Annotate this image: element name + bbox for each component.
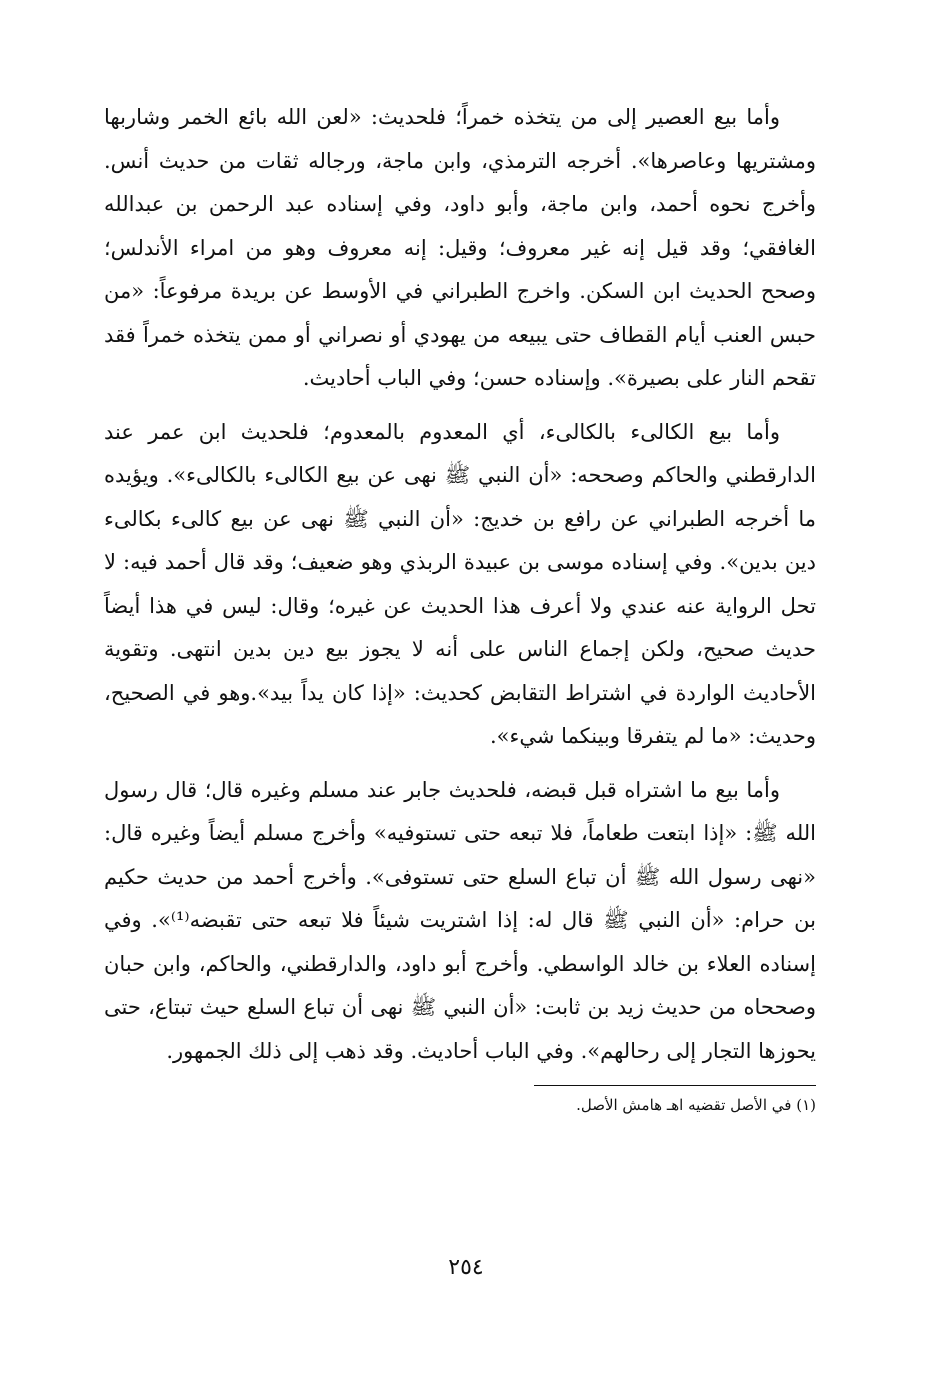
paragraph-debt-for-debt: وأما بيع الكالىء بالكالىء، أي المعدوم بالمعدوم؛ فلحديث ابن عمر عند الدارقطني والحاكم وصححه: «أن النبي ﷺ نهى عن بيع الكالىء بالكالىء». ويؤيده ما أخرجه الطبراني عن رافع بن خديج: «أن النبي ﷺ نهى عن بيع كالىء بكالىء دين بدين». وفي إسناده موسى بن عبيدة الربذي وهو ضعيف؛ وقد قال أحمد فيه: لا تحل الرواية عنه عندي ولا أعرف هذا الحديث عن غيره؛ وقال: ليس في هذا أيضاً حديث صحيح، ولكن إجماع الناس على أنه لا يجوز بيع دين بدين انتهى. وتقوية الأحاديث الواردة في اشتراط التقابض كحديث: «إذا كان يداً بيد».وهو في الصحيح، وحديث: «ما لم يتفرقا وبينكما شيء». — [104, 419, 816, 748]
paragraph-sale-before-possession: وأما بيع ما اشتراه قبل قبضه، فلحديث جابر عند مسلم وغيره قال؛ قال رسول الله ﷺ: «إذا ابتعت طعاماً، فلا تبعه حتى تستوفيه» وأخرج مسلم أيضاً وغيره قال: «نهى رسول الله ﷺ أن تباع السلع حتى تستوفى». وأخرج أحمد من حديث حكيم بن حرام: «أن النبي ﷺ قال له: إذا اشتريت شيئاً فلا تبعه حتى تقبضه⁽¹⁾». وفي إسناده العلاء بن خالد الواسطي. وأخرج أبو داود، والدارقطني، والحاكم، وابن حبان وصححاه من حديث زيد بن ثابت: «أن النبي ﷺ نهى أن تباع السلع حيث تبتاع، حتى يحوزها التجار إلى رحالهم». وفي الباب أحاديث. وقد ذهب إلى ذلك الجمهور. — [104, 777, 816, 1063]
footnote-divider — [534, 1085, 816, 1086]
footnote: (١) في الأصل تقضيه اهـ هامش الأصل. — [576, 1096, 816, 1114]
page-number: ٢٥٤ — [448, 1255, 484, 1280]
document-page — [104, 96, 816, 1118]
paragraph-sale-of-juice: وأما بيع العصير إلى من يتخذه خمراً؛ فلحديث: «لعن الله بائع الخمر وشاربها ومشتريها وعاصرها». أخرجه الترمذي، وابن ماجة، ورجاله ثقات من حديث أنس. وأخرج نحوه أحمد، وابن ماجة، وأبو داود، وفي إسناده عبد الرحمن بن عبدالله الغافقي؛ وقد قيل إنه غير معروف؛ وقيل: إنه معروف وهو من امراء الأندلس؛ وصحح الحديث ابن السكن. واخرج الطبراني في الأوسط عن بريدة مرفوعاً: «من حبس العنب أيام القطاف حتى يبيعه من يهودي أو نصراني أو ممن يتخذه خمراً فقد تقحم النار على بصيرة». وإسناده حسن؛ وفي الباب أحاديث. — [104, 105, 816, 390]
